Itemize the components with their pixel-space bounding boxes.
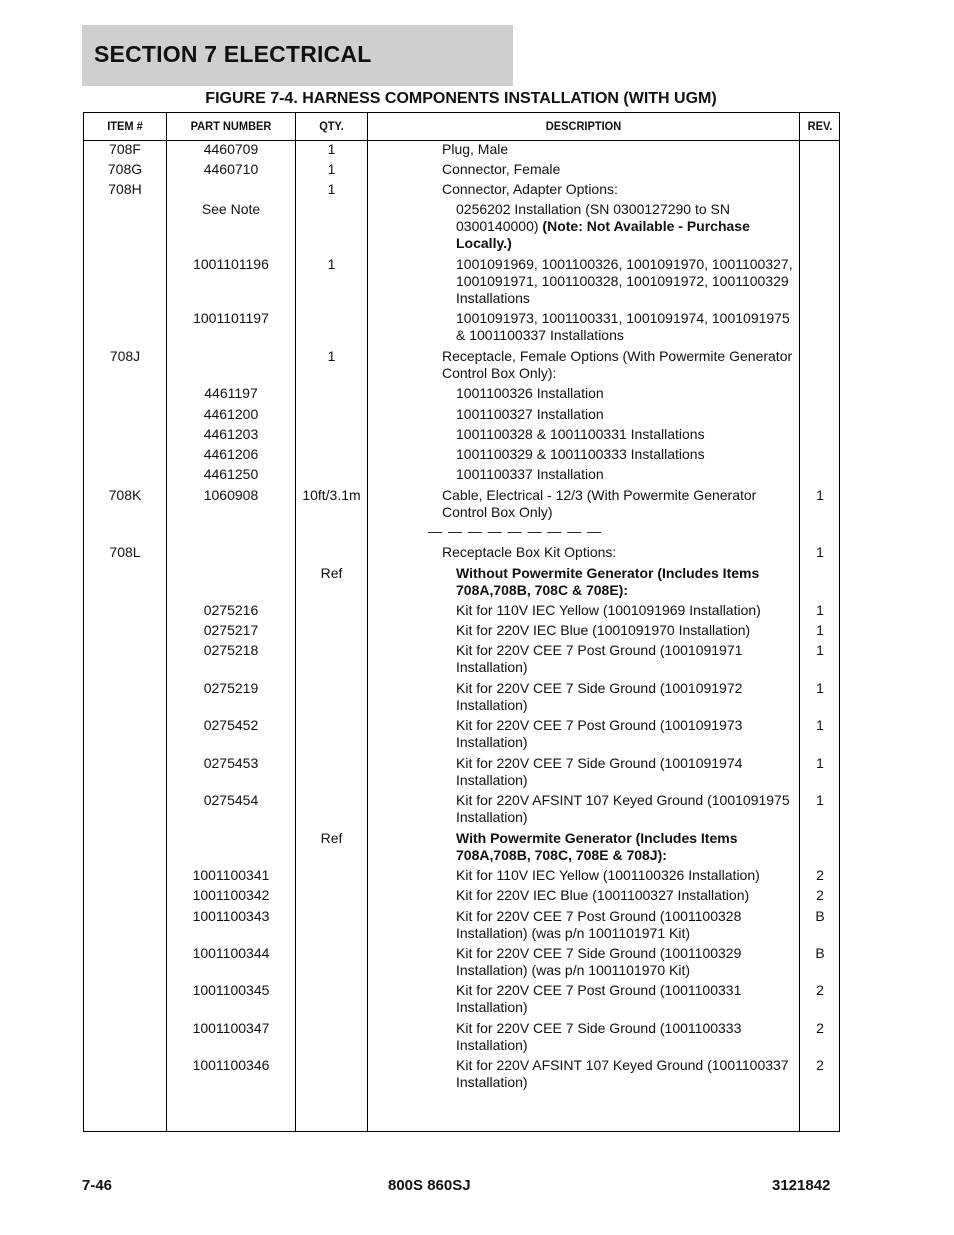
description-cell: 1001100329 & 1001100333 Installations — [456, 446, 705, 462]
description-cell — [456, 201, 796, 252]
revision-cell: 1 — [816, 622, 824, 638]
revision-cell: 2 — [816, 1020, 824, 1036]
part-number-cell: 1001100341 — [192, 867, 270, 883]
description-cell: Kit for 220V CEE 7 Post Ground (1001100328 Installation) (was p/n 1001101971 Kit) — [456, 908, 742, 941]
parts-table — [83, 112, 840, 1132]
description-cell: Kit for 220V CEE 7 Post Ground (1001100331 Installation) — [456, 982, 742, 1015]
revision-cell: 1 — [816, 642, 824, 658]
description-text: 0256202 Installation (SN 0300127290 to SN 0300140000) — [456, 201, 730, 234]
column-header-rev: REV. — [807, 119, 833, 133]
revision-cell: 1 — [816, 544, 824, 560]
quantity-cell: Ref — [320, 565, 343, 581]
quantity-cell: 1 — [327, 141, 336, 157]
part-number-cell: See Note — [201, 201, 261, 217]
part-number-cell: 1001100343 — [192, 908, 270, 924]
column-header-qty: QTY. — [319, 119, 344, 133]
description-note: (Note: Not Available - Purchase Locally.) — [456, 218, 750, 251]
description-cell: Kit for 220V IEC Blue (1001100327 Installation) — [456, 887, 750, 903]
part-number-cell: 4460710 — [203, 161, 259, 177]
description-cell: 1001091973, 1001100331, 1001091974, 1001091975 & 1001100337 Installations — [456, 310, 790, 343]
description-cell: Connector, Adapter Options: — [442, 181, 618, 197]
revision-cell: 2 — [816, 867, 824, 883]
part-number-cell: 0275217 — [203, 622, 259, 638]
description-cell: Receptacle, Female Options (With Powermite Generator Control Box Only): — [442, 348, 793, 381]
description-cell: 1001100328 & 1001100331 Installations — [456, 426, 705, 442]
part-number-cell: 0275219 — [203, 680, 259, 696]
part-number-cell: 0275218 — [203, 642, 259, 658]
quantity-cell: 1 — [327, 181, 336, 197]
description-cell: Kit for 220V CEE 7 Side Ground (1001100329 Installation) (was p/n 1001101970 Kit) — [456, 945, 742, 978]
revision-cell: 1 — [816, 602, 824, 618]
model-number: 800S 860SJ — [388, 1177, 471, 1194]
separator-line: — — — — — — — — — — [428, 523, 603, 539]
description-cell: Kit for 220V AFSINT 107 Keyed Ground (1001091975 Installation) — [456, 792, 790, 825]
description-cell: 1001091969, 1001100326, 1001091970, 1001100327, 1001091971, 1001100328, 1001091972, 1001100329 Installations — [456, 256, 793, 306]
item-number-cell: 708J — [109, 348, 141, 364]
part-number-cell: 0275216 — [203, 602, 259, 618]
part-number-cell: 1001100342 — [192, 887, 270, 903]
part-number-cell: 4461197 — [204, 385, 258, 401]
part-number-cell: 1001100347 — [192, 1020, 270, 1036]
revision-cell: B — [815, 945, 825, 961]
quantity-cell: 1 — [327, 256, 336, 272]
part-number-cell: 4461206 — [203, 446, 259, 462]
column-header-description: DESCRIPTION — [545, 119, 622, 133]
item-number-cell: 708K — [108, 487, 142, 503]
description-cell: Kit for 220V CEE 7 Side Ground (1001091974 Installation) — [456, 755, 743, 788]
revision-cell: 1 — [816, 792, 824, 808]
item-number-cell: 708G — [107, 161, 143, 177]
description-cell: Plug, Male — [442, 141, 509, 157]
revision-cell: 2 — [816, 1057, 824, 1073]
figure-title: FIGURE 7-4. HARNESS COMPONENTS INSTALLATION (WITH UGM) — [205, 90, 717, 107]
description-cell: Kit for 220V CEE 7 Side Ground (1001091972 Installation) — [456, 680, 743, 713]
revision-cell: B — [815, 908, 825, 924]
description-cell: Kit for 220V AFSINT 107 Keyed Ground (1001100337 Installation) — [456, 1057, 789, 1090]
description-cell: Receptacle Box Kit Options: — [442, 544, 617, 560]
description-cell: Kit for 220V CEE 7 Post Ground (1001091971 Installation) — [456, 642, 743, 675]
item-number-cell: 708L — [109, 544, 141, 560]
document-number: 3121842 — [772, 1177, 831, 1194]
part-number-cell: 1060908 — [203, 487, 259, 503]
item-number-cell: 708H — [108, 181, 142, 197]
description-cell: With Powermite Generator (Includes Items 708A,708B, 708C, 708E & 708J): — [456, 830, 738, 863]
part-number-cell: 4460709 — [203, 141, 259, 157]
quantity-cell: Ref — [320, 830, 343, 846]
description-cell: Connector, Female — [442, 161, 561, 177]
description-cell: Kit for 220V CEE 7 Side Ground (1001100333 Installation) — [456, 1020, 742, 1053]
item-number-cell: 708F — [109, 141, 141, 157]
description-cell: 1001100326 Installation — [456, 385, 604, 401]
section-title: SECTION 7 ELECTRICAL — [94, 41, 372, 67]
revision-cell: 1 — [816, 487, 824, 503]
section-banner — [82, 25, 513, 86]
description-cell: Kit for 110V IEC Yellow (1001091969 Installation) — [456, 602, 761, 618]
description-cell: 1001100337 Installation — [456, 466, 604, 482]
description-cell: Cable, Electrical - 12/3 (With Powermite Generator Control Box Only) — [442, 487, 757, 520]
part-number-cell: 0275452 — [203, 717, 259, 733]
quantity-cell: 1 — [327, 161, 336, 177]
part-number-cell: 0275453 — [203, 755, 259, 771]
description-cell: Kit for 110V IEC Yellow (1001100326 Installation) — [456, 867, 760, 883]
part-number-cell: 1001100344 — [192, 945, 270, 961]
column-header-part-number: PART NUMBER — [190, 119, 272, 133]
description-cell: Kit for 220V IEC Blue (1001091970 Installation) — [456, 622, 751, 638]
part-number-cell: 4461203 — [203, 426, 259, 442]
part-number-cell: 4461250 — [203, 466, 259, 482]
part-number-cell: 1001101196 — [193, 256, 269, 272]
part-number-cell: 1001100346 — [192, 1057, 270, 1073]
quantity-cell: 1 — [327, 348, 336, 364]
revision-cell: 1 — [816, 755, 824, 771]
part-number-cell: 0275454 — [203, 792, 259, 808]
revision-cell: 2 — [816, 887, 824, 903]
part-number-cell: 1001101197 — [193, 310, 269, 326]
part-number-cell: 1001100345 — [192, 982, 270, 998]
revision-cell: 2 — [816, 982, 824, 998]
description-cell: 1001100327 Installation — [456, 406, 604, 422]
description-cell: Kit for 220V CEE 7 Post Ground (1001091973 Installation) — [456, 717, 743, 750]
page-number: 7-46 — [82, 1177, 113, 1194]
column-header-item: ITEM # — [107, 119, 143, 133]
column-divider — [367, 113, 368, 1131]
part-number-cell: 4461200 — [203, 406, 259, 422]
revision-cell: 1 — [816, 717, 824, 733]
quantity-cell: 10ft/3.1m — [302, 487, 361, 503]
revision-cell: 1 — [816, 680, 824, 696]
description-cell: Without Powermite Generator (Includes Items 708A,708B, 708C & 708E): — [456, 565, 760, 598]
